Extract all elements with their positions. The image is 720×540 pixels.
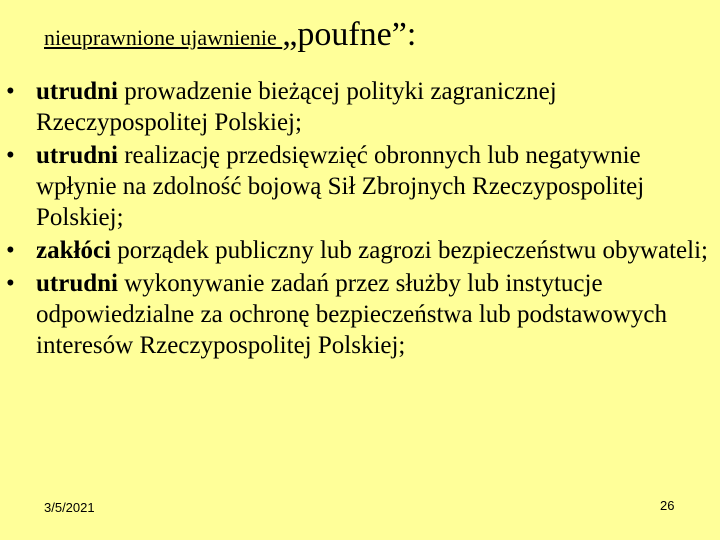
bullet-marker: • (6, 142, 15, 169)
bullet-item (0, 235, 720, 266)
bullet-keyword: utrudni (36, 78, 118, 105)
footer-date: 3/5/2021 (44, 500, 95, 515)
bullet-keyword: utrudni (36, 142, 118, 169)
bullet-item (0, 76, 720, 138)
bullet-marker: • (6, 78, 15, 105)
slide-title-keyword: „poufne”: (282, 16, 417, 53)
bullet-list (0, 76, 720, 363)
page-number: 26 (660, 498, 675, 513)
bullet-marker: • (6, 270, 15, 297)
bullet-text: wykonywanie zadań przez służby lub instytucje odpowiedzialne za ochronę bezpieczeństwa lub podstawowych interesów Rzeczypospolitej Polskiej; (36, 270, 668, 359)
bullet-text: realizację przedsięwzięć obronnych lub negatywnie wpłynie na zdolność bojową Sił Zbrojnych Rzeczypospolitej Polskiej; (36, 142, 645, 231)
slide-title-prefix: nieuprawnione ujawnienie (44, 25, 283, 50)
slide-title (44, 16, 416, 54)
bullet-text: prowadzenie bieżącej polityki zagranicznej Rzeczypospolitej Polskiej; (36, 78, 557, 136)
bullet-keyword: utrudni (36, 270, 118, 297)
bullet-text: porządek publiczny lub zagrozi bezpieczeństwu obywateli; (111, 237, 708, 264)
bullet-item (0, 268, 720, 361)
bullet-item (0, 140, 720, 233)
bullet-marker: • (6, 237, 15, 264)
bullet-keyword: zakłóci (36, 237, 111, 264)
